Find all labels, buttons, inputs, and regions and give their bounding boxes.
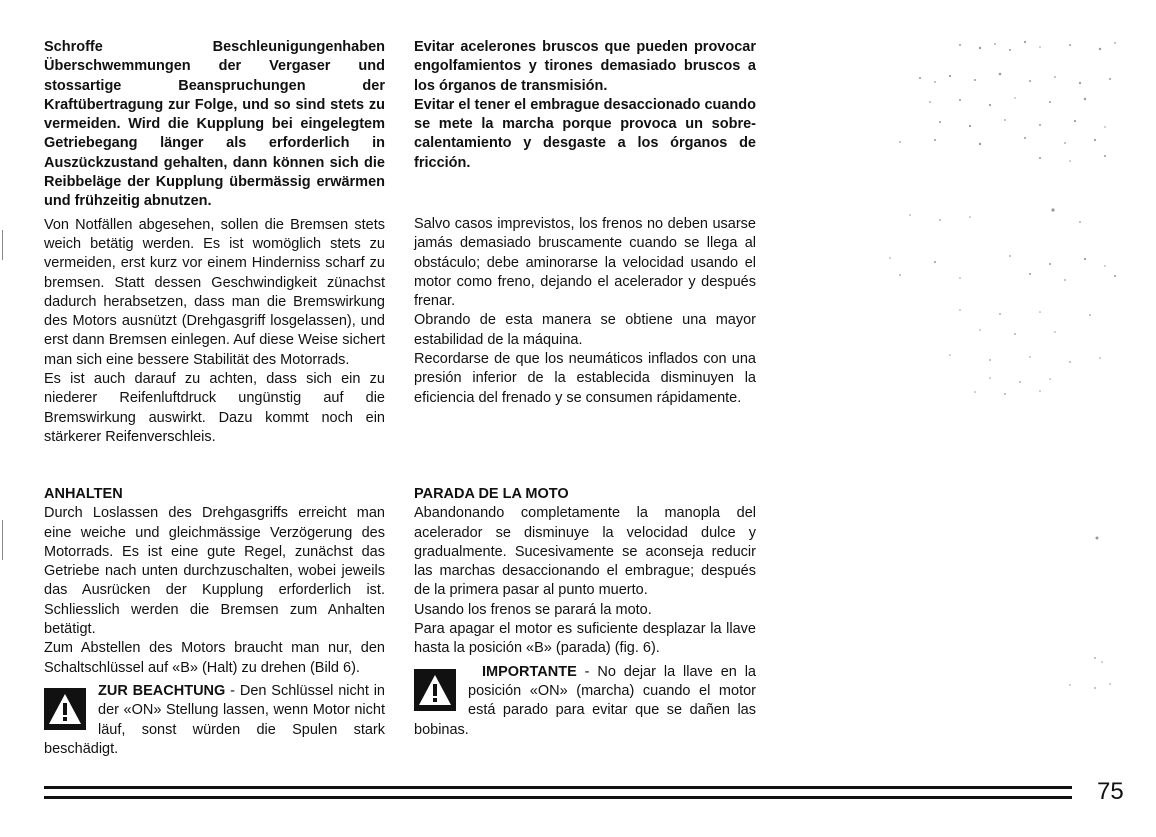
german-heading: ANHALTEN	[44, 486, 123, 502]
german-key-paragraph: Zum Abstellen des Motors braucht man nur, den Schaltschlüssel auf «B» (Halt) zu drehen (Bild 6).	[44, 640, 385, 676]
spanish-braking-section	[414, 215, 756, 408]
spanish-warning-text: - No dejar la llave en la posición «ON» (marcha) cuando el motor está parado para evitar que se dañen las bobinas.	[414, 663, 756, 738]
spanish-stopping-paragraph: Abandonando completamente la manopla del acelerador se disminuye la velocidad dulce y gradualmente. Sucesivamente se aconseja reducir las marchas desaccionando el embrague; después de la primera pasar al punto muerto.	[414, 505, 756, 599]
footer-rule-top	[44, 786, 1072, 789]
spanish-tire-pressure-paragraph: Recordarse de que los neumáticos inflados con una presión inferior de la establecida disminuyen la eficiencia del frenado y se consumen rápidamente.	[414, 351, 756, 406]
scan-edge-mark	[2, 520, 3, 560]
footer-rule-bottom	[44, 796, 1072, 799]
spanish-column	[414, 38, 756, 173]
german-intro-bold: Schroffe Beschleunigungenhaben Überschwemmungen der Vergaser und stossartige Beanspruchungen der Kraftübertragung zur Folge, und so sind stets zu vermeiden. Wird die Kupplung bei eingelegtem Getriebegang länger als erforderlich in Auszückzustand gehalten, dann können sich die Reibbeläge der Kupplung übermässig erwärmen und frühzeitig abnutzen.	[44, 39, 385, 210]
german-column	[44, 38, 385, 447]
german-tire-pressure-paragraph: Es ist auch darauf zu achten, dass sich ein zu niederer Reifenluftdruck ungünstig auf die Bremswirkung auswirkt. Dazu kommt noch ein stärkerer Reifenverschleis.	[44, 371, 385, 445]
spanish-braking-paragraph: Salvo casos imprevistos, los frenos no deben usarse jamás demasiado bruscamente cuando se llega al obstáculo; debe aminorarse la velocidad usando el motor como freno, dejando el acelerador y después frenar.	[414, 216, 756, 310]
spanish-brakes-paragraph: Usando los frenos se parará la moto.	[414, 601, 652, 618]
spanish-stopping-section	[414, 485, 756, 740]
spanish-warning	[414, 663, 756, 740]
spanish-intro-bold: Evitar acelerones bruscos que pueden provocar engolfamientos y tirones demasiado bruscos a los órganos de transmisión.	[414, 39, 756, 94]
german-warning-title: ZUR BEACHTUNG	[98, 682, 226, 699]
warning-triangle-icon	[44, 688, 86, 730]
warning-triangle-icon	[414, 669, 456, 711]
scan-edge-mark	[2, 230, 3, 260]
spanish-warning-title: IMPORTANTE	[482, 663, 577, 680]
scan-noise-decoration	[840, 30, 1140, 710]
spanish-key-paragraph: Para apagar el motor es suficiente desplazar la llave hasta la posición «B» (parada) (fig. 6).	[414, 621, 756, 657]
spanish-stability-paragraph: Obrando de esta manera se obtiene una mayor estabilidad de la máquina.	[414, 312, 756, 348]
german-stopping-section	[44, 485, 385, 759]
german-stopping-paragraph: Durch Loslassen des Drehgasgriffs erreicht man eine weiche und gleichmässige Verzögerung des Motorrads. Es ist eine gute Regel, zunächst das Getriebe nach unten durchzuschalten, wobei jeweils das Ausrücken der Kupplung erforderlich ist. Schliesslich werden die Bremsen zum Anhalten betätigt.	[44, 505, 385, 638]
spanish-clutch-bold: Evitar el tener el embrague desaccionado cuando se mete la marcha porque provoca un sobre-calentamiento y desgaste a los órganos de fricción.	[414, 96, 756, 171]
german-warning-text: - Den Schlüssel nicht in der «ON» Stellung lassen, wenn Motor nicht läuf, sonst würden die Spulen stark beschädigt.	[44, 682, 385, 757]
spanish-heading: PARADA DE LA MOTO	[414, 486, 569, 502]
german-warning	[44, 682, 385, 759]
page-number: 75	[1097, 778, 1124, 805]
german-braking-paragraph: Von Notfällen abgesehen, sollen die Bremsen stets weich betätig werden. Es ist womöglich stets zu vermeiden, erst kurz vor einem Hinderniss scharf zu bremsen. Statt dessen Geschwindigkeit zünachst dadurch herabsetzen, dass man die Bremswirkung des Motors ausnützt (Drehgasgriff losgelassen), und erst dann Bremsen einlegen. Auf diese Weise sichert man sich eine bessere Stabilität des Motorrads.	[44, 216, 385, 368]
